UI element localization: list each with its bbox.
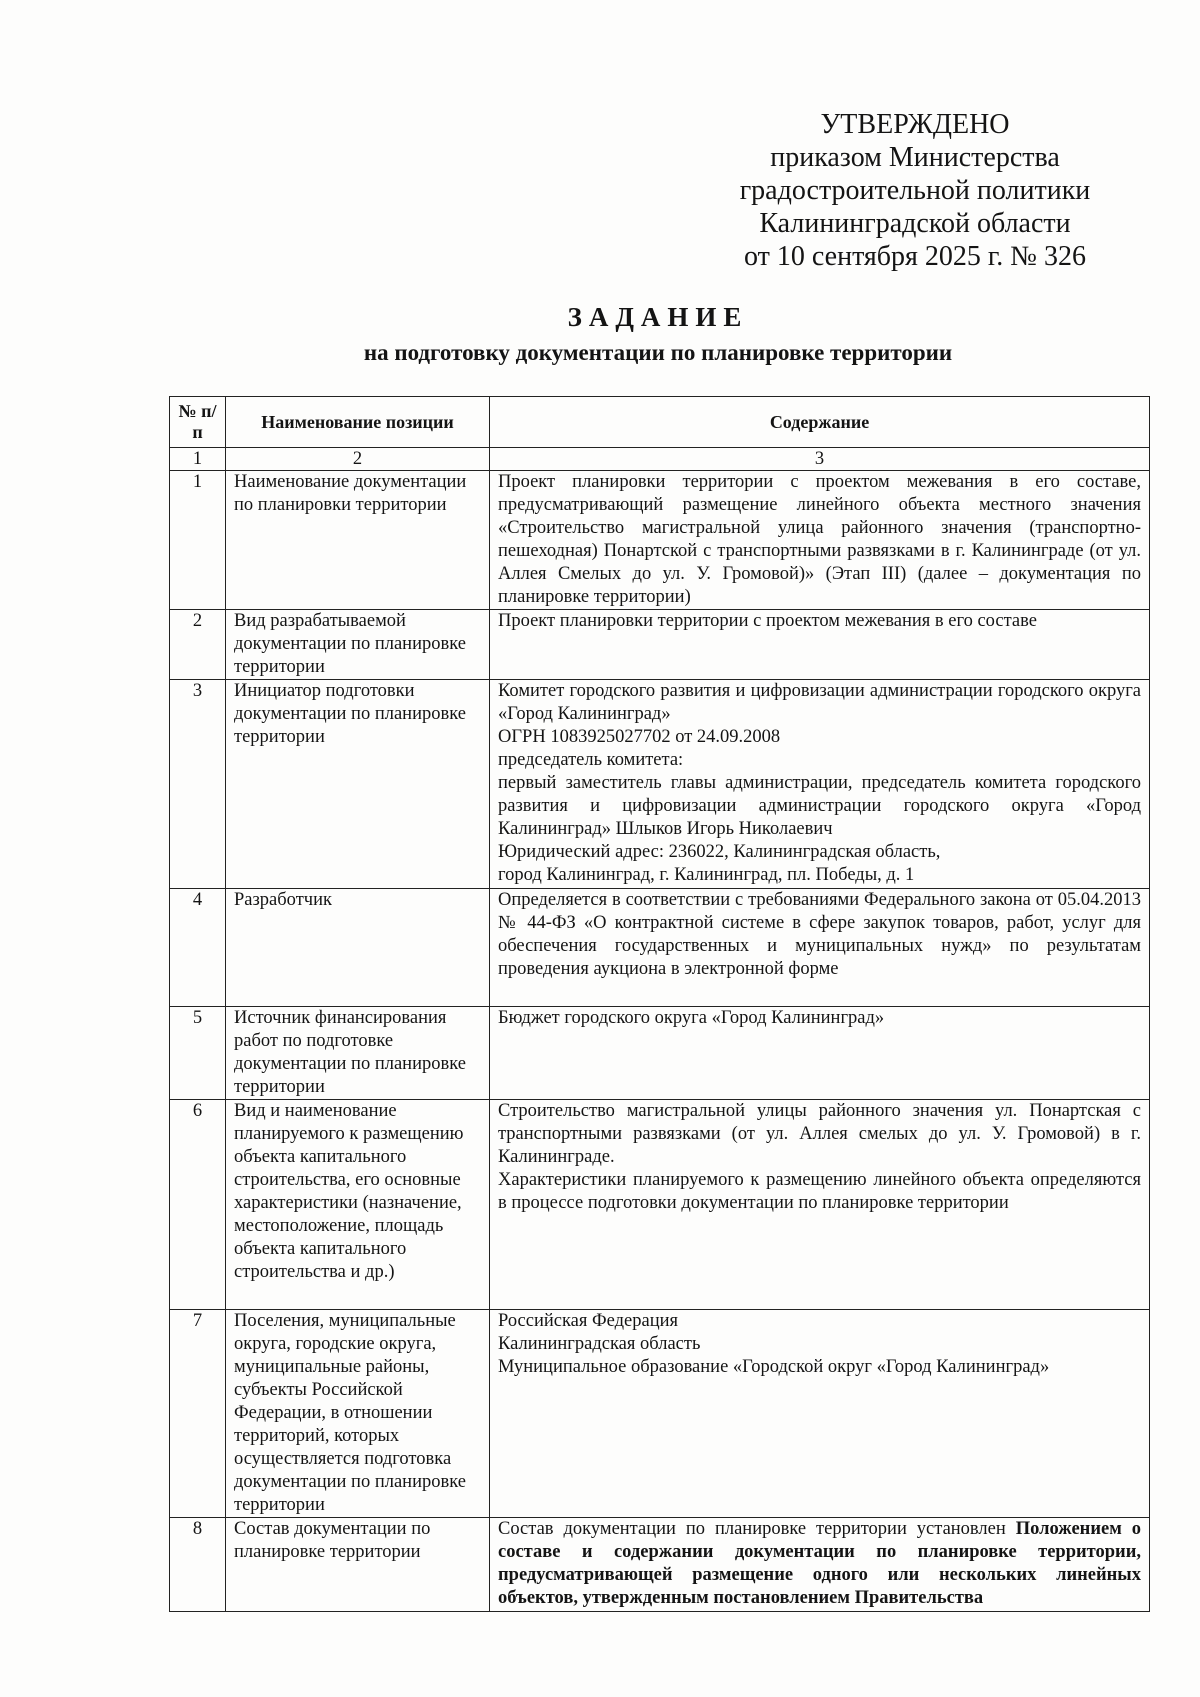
content-line: первый заместитель главы администрации, председатель комитета городского развития и цифровизации администрации городского округа «Город Калининград» Шлыков Игорь Николаевич xyxy=(498,773,1141,839)
document-subtitle: на подготовку документации по планировке территории xyxy=(363,340,953,365)
task-table xyxy=(169,396,1150,1612)
header-number: № п/п xyxy=(170,397,226,448)
content-plain: Состав документации по планировке территории установлен xyxy=(498,1519,1006,1539)
header-content: Содержание xyxy=(490,397,1150,448)
row-position-name: Наименование документации по планировки территории xyxy=(226,471,490,610)
row-content: Проект планировки территории с проектом межевания в его составе, предусматривающий размещение линейного объекта местного значения «Строительство магистральной улица районного значения (транспортно-пешеходная) Понартской с транспортными развязками в г. Калининграде (от ул. Аллея Смелых до ул. У. Громовой)» (Этап III) (далее – документация по планировке территории) xyxy=(490,471,1150,610)
column-number-row xyxy=(170,448,1150,471)
approval-line-2: приказом Министерства xyxy=(770,142,1060,173)
content-line: Юридический адрес: 236022, Калининградская область, xyxy=(498,842,941,862)
row-content: Определяется в соответствии с требованиями Федерального закона от 05.04.2013 № 44-ФЗ «О контрактной системе в сфере закупок товаров, работ, услуг для обеспечения государственных и муниципальных нужд» по результатам проведения аукциона в электронной форме xyxy=(490,889,1150,1007)
approval-line-3: градостроительной политики xyxy=(739,175,1091,206)
row-number: 8 xyxy=(170,1518,226,1612)
column-number-1: 1 xyxy=(170,448,226,471)
content-line: Российская Федерация xyxy=(498,1311,679,1331)
table-header-row xyxy=(170,397,1150,448)
approval-line-4: Калининградской области xyxy=(759,208,1071,239)
row-content xyxy=(490,1310,1150,1518)
column-number-2: 2 xyxy=(226,448,490,471)
table-row xyxy=(170,471,1150,610)
approval-stamp xyxy=(720,108,1110,273)
row-position-name: Источник финансирования работ по подготовке документации по планировке территории xyxy=(226,1007,490,1100)
table-row xyxy=(170,1007,1150,1100)
row-content xyxy=(490,1100,1150,1310)
row-content xyxy=(490,1518,1150,1612)
row-number: 3 xyxy=(170,680,226,889)
row-position-name: Вид разрабатываемой документации по планировке территории xyxy=(226,610,490,680)
header-position-name: Наименование позиции xyxy=(226,397,490,448)
row-content: Бюджет городского округа «Город Калининград» xyxy=(490,1007,1150,1100)
approval-line-1: УТВЕРЖДЕНО xyxy=(820,109,1010,140)
document-heading xyxy=(168,302,1148,368)
approval-line-5: от 10 сентября 2025 г. № 326 xyxy=(744,241,1086,272)
row-number: 6 xyxy=(170,1100,226,1310)
document-title: ЗАДАНИЕ xyxy=(567,302,749,332)
content-line: Калининградская область xyxy=(498,1334,701,1354)
row-position-name: Разработчик xyxy=(226,889,490,1007)
table-row xyxy=(170,1100,1150,1310)
row-position-name: Состав документации по планировке территории xyxy=(226,1518,490,1612)
row-content: Проект планировки территории с проектом межевания в его составе xyxy=(490,610,1150,680)
row-position-name: Инициатор подготовки документации по планировке территории xyxy=(226,680,490,889)
table-row xyxy=(170,610,1150,680)
row-number: 7 xyxy=(170,1310,226,1518)
row-number: 4 xyxy=(170,889,226,1007)
row-number: 2 xyxy=(170,610,226,680)
table-row xyxy=(170,1518,1150,1612)
content-line: председатель комитета: xyxy=(498,750,684,770)
table-row xyxy=(170,1310,1150,1518)
row-position-name: Вид и наименование планируемого к размещению объекта капитального строительства, его основные характеристики (назначение, местоположение, площадь объекта капитального строительства и др.) xyxy=(226,1100,490,1310)
column-number-3: 3 xyxy=(490,448,1150,471)
content-line: Муниципальное образование «Городской округ «Город Калининград» xyxy=(498,1357,1050,1377)
content-line: Строительство магистральной улицы районного значения ул. Понартская с транспортными развязками (от ул. Аллея смелых до ул. У. Громовой) в г. Калининграде. xyxy=(498,1101,1141,1167)
row-position-name: Поселения, муниципальные округа, городские округа, муниципальные районы, субъекты Российской Федерации, в отношении территорий, которых осуществляется подготовка документации по планировке территории xyxy=(226,1310,490,1518)
row-content xyxy=(490,680,1150,889)
row-number: 1 xyxy=(170,471,226,610)
table-row xyxy=(170,680,1150,889)
content-bold: Положением о составе и содержании документации по планировке территории, предусматривающей размещение одного или нескольких линейных объектов, утвержденным постановлением Правительства xyxy=(498,1519,1142,1608)
content-line: Характеристики планируемого к размещению линейного объекта определяются в процессе подготовки документации по планировке территории xyxy=(498,1170,1141,1213)
content-line: город Калининград, г. Калининград, пл. Победы, д. 1 xyxy=(498,865,915,885)
row-number: 5 xyxy=(170,1007,226,1100)
content-line: Комитет городского развития и цифровизации администрации городского округа «Город Калининград» xyxy=(498,681,1141,724)
content-line: ОГРН 1083925027702 от 24.09.2008 xyxy=(498,727,781,747)
table-row xyxy=(170,889,1150,1007)
